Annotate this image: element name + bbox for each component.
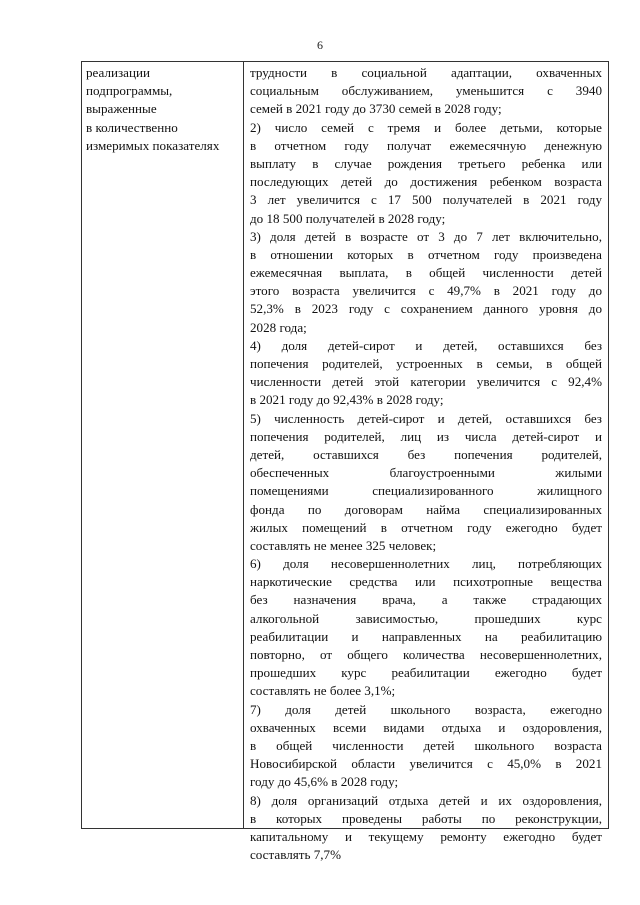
right-cell-line: Новосибирской области увеличится с 45,0% в 2021 [250, 756, 602, 772]
right-cell-line: помещениями специализированного жилищного [250, 483, 602, 499]
right-cell-line: 3) доля детей в возрасте от 3 до 7 лет включительно, [250, 228, 602, 244]
right-cell-line: обеспеченных благоустроенными жилыми [250, 465, 602, 481]
indicators-table [81, 61, 609, 863]
right-cell-line: выплату в случае рождения третьего ребенка или [250, 155, 602, 171]
right-cell-line: в которых проведены работы по реконструкции, [250, 810, 602, 826]
right-cell-line: прошедших курс реабилитации ежегодно будет [250, 665, 602, 681]
right-cell-line: составлять не более 3,1%; [250, 683, 396, 699]
left-cell-line: реализации [86, 65, 150, 80]
right-cell-line: этого возраста увеличится с 49,7% в 2021 году до [250, 283, 602, 299]
right-cell-line: попечения родителей, лиц из числа детей-сирот и [250, 428, 602, 444]
right-cell-line: 6) доля несовершеннолетних лиц, потребляющих [250, 556, 602, 572]
right-cell-line: семей в 2021 году до 3730 семей в 2028 году; [250, 101, 502, 117]
right-cell-line: составлять не менее 325 человек; [250, 537, 437, 553]
right-cell-line: алкогольной зависимостью, прошедших курс [250, 610, 602, 626]
right-cell-line: 52,3% в 2023 году с сохранением данного уровня до [250, 301, 602, 317]
right-cell-line: реабилитации и направленных на реабилитацию [250, 628, 602, 644]
right-cell-line: жилых помещений в отчетном году ежегодно будет [250, 519, 602, 535]
right-cell-line: ежемесячная выплата, в общей численности детей [250, 265, 602, 281]
right-cell-line: в 2021 году до 92,43% в 2028 году; [250, 392, 444, 408]
right-cell-line: наркотические средства или психотропные вещества [250, 574, 602, 590]
right-cell-line: в отчетном году получат ежемесячную денежную [250, 137, 602, 153]
left-cell-line: измеримых показателях [86, 137, 220, 153]
right-cell-line: году до 45,6% в 2028 году; [250, 774, 399, 790]
right-cell-line: охваченных всеми видами отдыха и оздоровления, [250, 719, 602, 735]
right-cell-line: последующих детей до достижения ребенком возраста [250, 174, 602, 190]
right-cell-line: без назначения врача, а также страдающих [250, 592, 602, 608]
right-cell-line: численности детей этой категории увеличится с 92,4% [250, 374, 602, 390]
right-cell-line: в отношении которых в отчетном году произведена [250, 246, 602, 262]
right-cell-line: капитальному и текущему ремонту ежегодно будет [250, 828, 602, 844]
right-cell-line: 7) доля детей школьного возраста, ежегодно [250, 701, 602, 717]
right-cell-line: 5) численность детей-сирот и детей, оставшихся без [250, 410, 602, 426]
table-cell-indicator-label [82, 62, 244, 828]
right-cell-line: до 18 500 получателей в 2028 году; [250, 210, 446, 226]
right-cell-line: повторно, от общего количества несовершеннолетних, [250, 647, 602, 662]
right-cell-line: трудности в социальной адаптации, охваченных [250, 65, 602, 80]
left-cell-line: в количественно [86, 119, 178, 135]
right-cell-line: 2) число семей с тремя и более детьми, которые [250, 119, 602, 135]
left-cell-line: подпрограммы, [86, 83, 173, 99]
right-cell-line: фонда по договорам найма специализированных [250, 501, 602, 517]
right-cell-line: 4) доля детей-сирот и детей, оставшихся без [250, 337, 602, 353]
right-cell-line: 2028 года; [250, 319, 307, 335]
right-cell-line: детей, оставшихся без попечения родителей, [250, 446, 602, 462]
right-cell-line: в общей численности детей школьного возраста [250, 737, 602, 753]
right-cell-line: попечения родителей, устроенных в семьи, в общей [250, 356, 602, 371]
right-cell-line: социальным обслуживанием, уменьшится с 3940 [250, 83, 602, 99]
right-cell-line: 8) доля организаций отдыха детей и их оздоровления, [250, 792, 602, 808]
left-cell-line: выраженные [86, 101, 157, 117]
page-number: 6 [317, 38, 323, 52]
right-cell-line: составлять 7,7% [250, 847, 341, 863]
table-cell-indicator-values [244, 62, 608, 863]
right-cell-line: 3 лет увеличится с 17 500 получателей в 2021 году [250, 192, 602, 208]
